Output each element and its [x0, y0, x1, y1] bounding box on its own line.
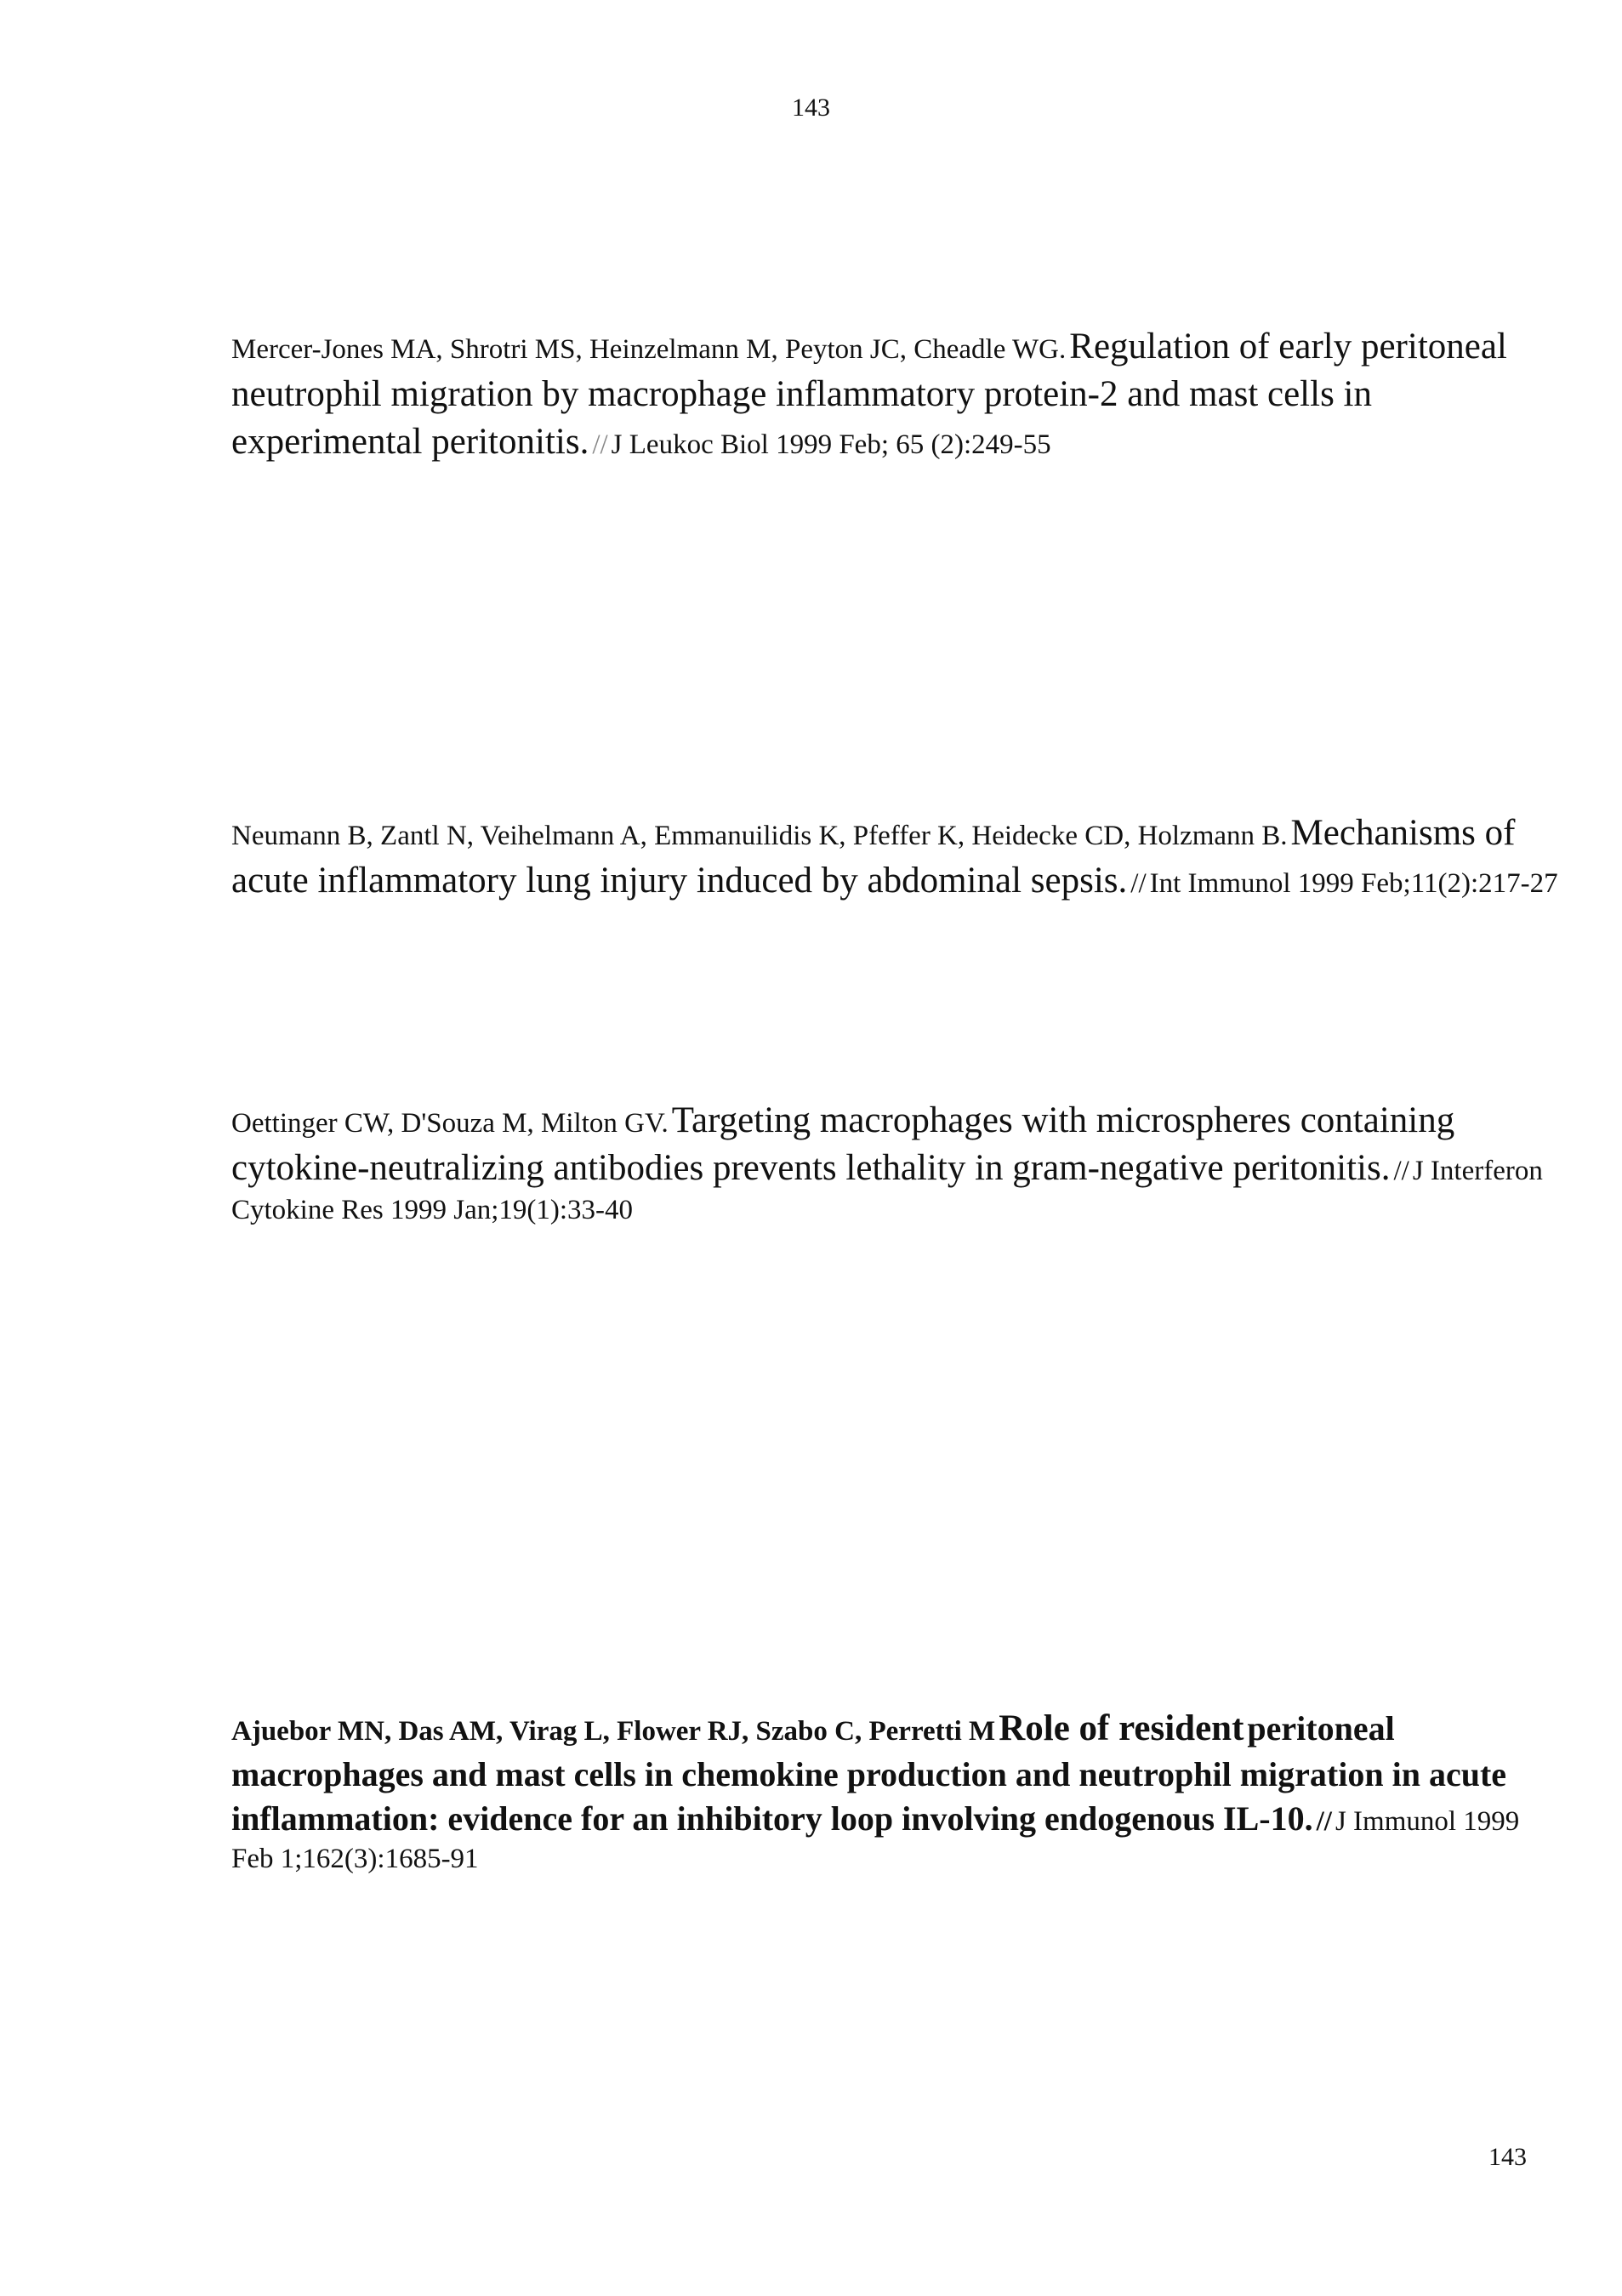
reference-entry — [231, 1705, 1558, 1878]
reference-authors: Ajuebor MN, Das AM, Virag L, Flower RJ, Szabo C, Perretti M — [231, 1716, 996, 1747]
reference-separator: // — [592, 429, 608, 460]
page-number-top: 143 — [792, 94, 830, 122]
reference-journal: J Immunol 1999 Feb 1;162(3):1685-91 — [231, 1805, 1520, 1874]
reference-title-lead: Role of resident — [999, 1708, 1244, 1748]
reference-authors: Mercer-Jones MA, Shrotri MS, Heinzelmann M, Peyton JC, Cheadle WG. — [231, 334, 1067, 365]
reference-journal: J Leukoc Biol 1999 Feb; 65 (2):249-55 — [611, 429, 1051, 460]
reference-title: Regulation of early peritoneal neutrophil migration by macrophage inflammatory protein-2 and mast cells in experimental peritonitis. — [231, 327, 1507, 462]
reference-title: Targeting macrophages with microspheres containing cytokine-neutralizing antibodies prevents lethality in gram-negative peritonitis. — [231, 1100, 1455, 1188]
reference-journal: Int Immunol 1999 Feb;11(2):217-27 — [1149, 867, 1558, 899]
reference-title: Mechanisms of acute inflammatory lung injury induced by abdominal sepsis. — [231, 813, 1516, 901]
reference-entry — [231, 1097, 1558, 1229]
reference-authors: Neumann B, Zantl N, Veihelmann A, Emmanuilidis K, Pfeffer K, Heidecke CD, Holzmann B. — [231, 821, 1288, 851]
reference-separator: // — [1393, 1155, 1409, 1186]
reference-separator: // — [1316, 1805, 1332, 1837]
page-number-bottom: 143 — [1488, 2143, 1527, 2171]
reference-journal: J Interferon Cytokine Res 1999 Jan;19(1):33-40 — [231, 1155, 1543, 1225]
reference-authors: Oettinger CW, D'Souza M, Milton GV. — [231, 1108, 669, 1139]
reference-entry — [231, 323, 1558, 466]
reference-title: peritoneal macrophages and mast cells in chemokine production and neutrophil migration in acute inflammation: evidence for an inhibitory loop involving endogenous IL-10. — [231, 1709, 1507, 1838]
reference-entry — [231, 810, 1558, 905]
reference-separator: // — [1130, 867, 1147, 899]
